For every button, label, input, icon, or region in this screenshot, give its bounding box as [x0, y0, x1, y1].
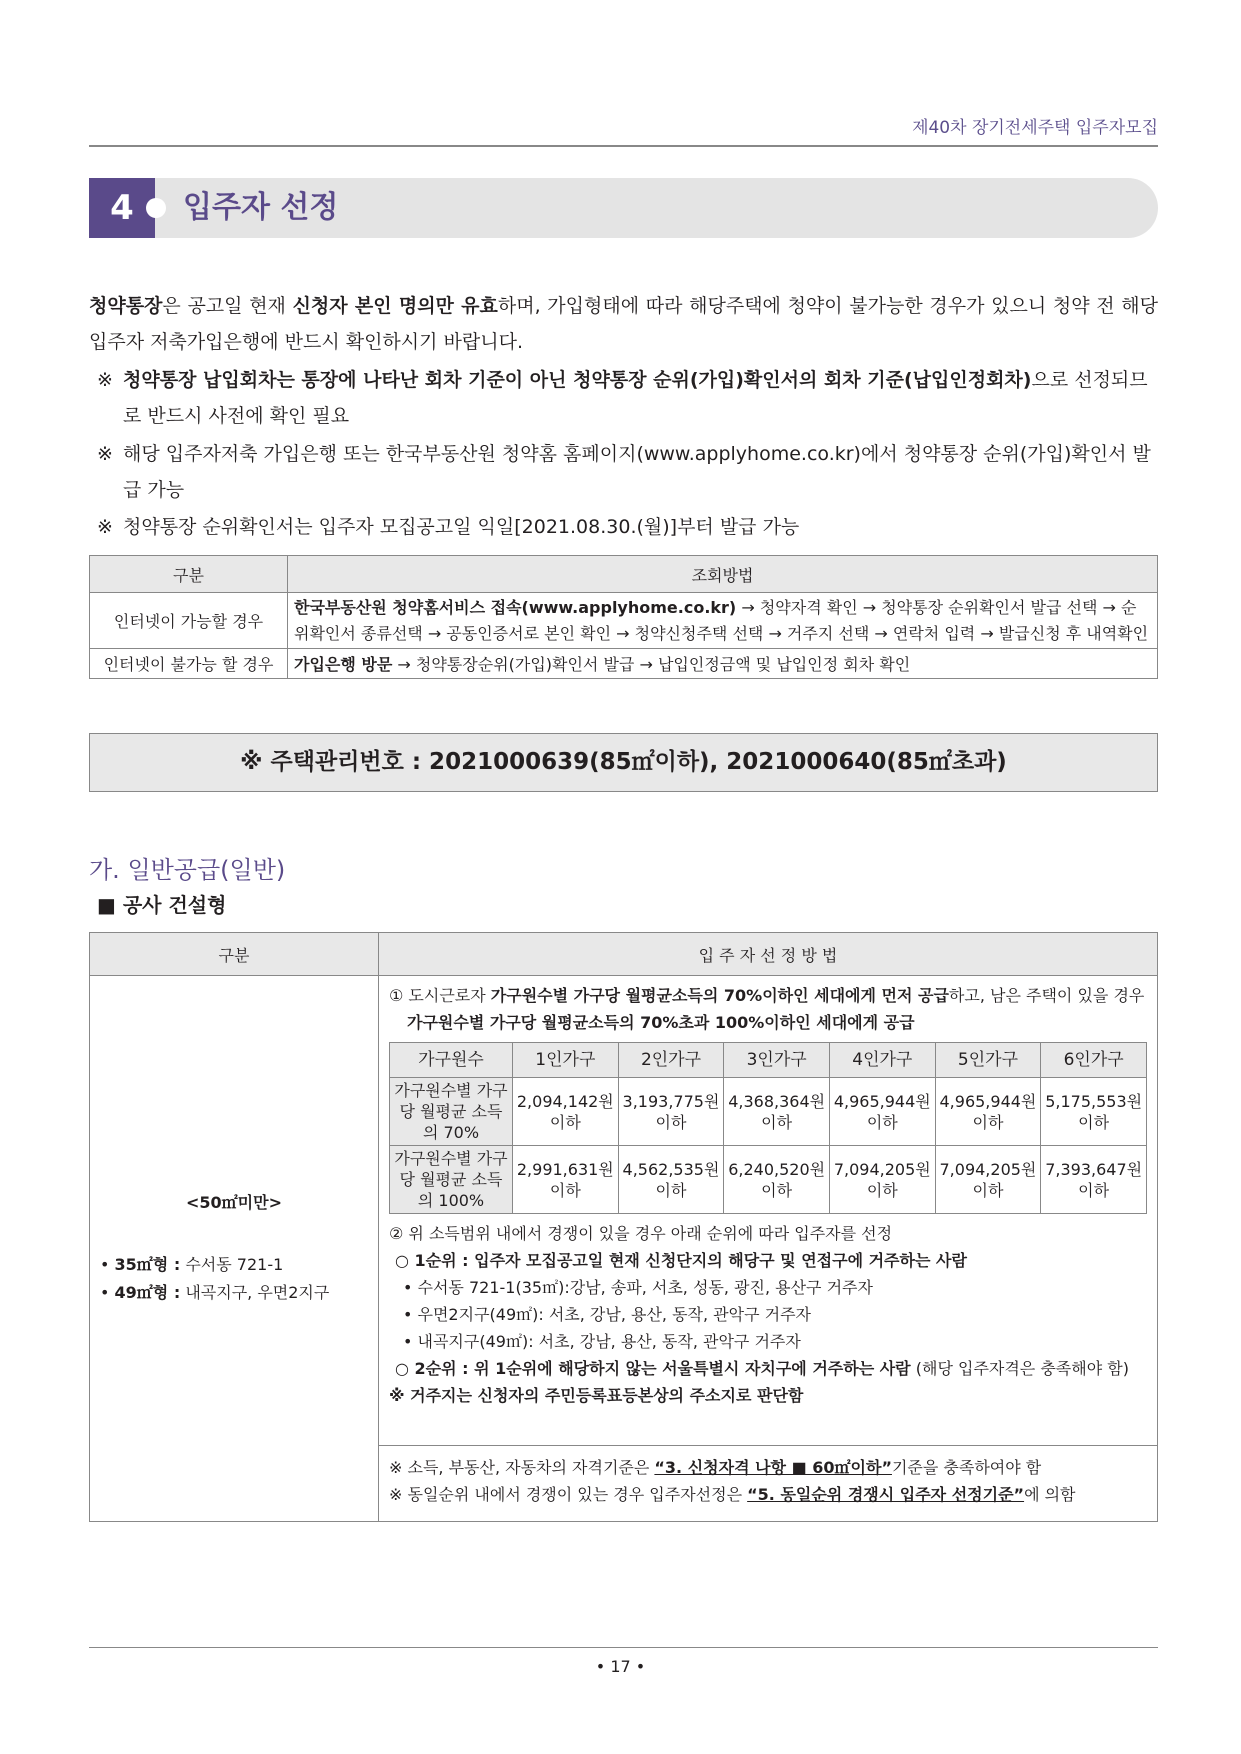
priority-1-area-naegok: • 내곡지구(49㎡): 서초, 강남, 용산, 동작, 관악구 거주자 [403, 1332, 801, 1351]
note-mark: ※ [97, 516, 113, 538]
unit-type-item: • 49㎡형 : 내곡지구, 우면2지구 [100, 1283, 330, 1302]
footnote-1-text-1: ※ 소득, 부동산, 자동차의 자격기준은 [389, 1458, 655, 1477]
priority-1-area-umyeon: • 우면2지구(49㎡): 서초, 강남, 용산, 동작, 관악구 거주자 [403, 1305, 812, 1324]
intro-term: 청약통장 [89, 295, 163, 317]
selection-method-table [89, 932, 1158, 1522]
income-threshold-cell: 4,965,944원 이하 [829, 1078, 935, 1146]
intro-emphasis: 신청자 본인 명의만 유효 [292, 295, 498, 317]
income-threshold-cell: 4,965,944원 이하 [935, 1078, 1041, 1146]
offline-method-text: → 청약통장순위(가입)확인서 발급 → 납입인정금액 및 납입인정 회차 확인 [392, 655, 911, 674]
note-3 [97, 509, 1158, 545]
income-rule-text-2: 하고, 남은 주택이 있을 경우 [948, 986, 1145, 1005]
income-col-header: 가구원수 [390, 1043, 513, 1078]
inquiry-method-table [89, 555, 1158, 679]
unit-location-49: 내곡지구, 우면2지구 [180, 1283, 330, 1302]
footnote-1-text-2: 기준을 충족하여야 함 [891, 1458, 1042, 1477]
income-threshold-cell: 2,991,631원 이하 [513, 1146, 619, 1214]
row-method-offline [288, 649, 1158, 679]
footnote-2-text-1: ※ 동일순위 내에서 경쟁이 있는 경우 입주자선정은 [389, 1485, 748, 1504]
header-divider [89, 145, 1158, 147]
note-2 [97, 436, 1158, 508]
income-col-header: 3인가구 [724, 1043, 830, 1078]
income-rule-line-1 [389, 982, 1147, 1009]
unit-size-title: <50㎡미만> [186, 1193, 282, 1212]
income-threshold-cell: 4,562,535원 이하 [618, 1146, 724, 1214]
selection-method-cell [379, 976, 1158, 1446]
online-method-text: → 청약자격 확인 → 청약통장 순위확인서 발급 선택 → 순위확인서 종류선택 → 공동인증서로 본인 확인 → 청약신청주택 선택 → 거주지 선택 → 연락처 입력 → 발급신청 후 내역확인 [294, 597, 1149, 643]
section-dot-icon [146, 198, 166, 218]
footnote-1 [389, 1454, 1147, 1481]
unit-type-item: • 35㎡형 : 수서동 721-1 [100, 1255, 284, 1274]
priority-2-text: (해당 입주자격은 충족해야 함) [910, 1359, 1129, 1378]
priority-2-bold: ○ 2순위 : 위 1순위에 해당하지 않는 서울특별시 자치구에 거주하는 사람 [395, 1359, 911, 1378]
table-header-method: 조회방법 [288, 556, 1158, 593]
row-method-online [288, 593, 1158, 649]
footnote-2 [389, 1481, 1147, 1508]
residence-note [389, 1382, 1147, 1409]
housing-management-number: ※ 주택관리번호 : 2021000639(85㎡이하), 2021000640(85㎡초과) [89, 733, 1158, 792]
income-threshold-cell: 7,094,205원 이하 [935, 1146, 1041, 1214]
note-1-bold: 청약통장 납입회차는 통장에 나타난 회차 기준이 아닌 청약통장 순위(가입)확인서의 회차 기준(납입인정회차) [123, 369, 1032, 391]
income-threshold-cell: 5,175,553원 이하 [1041, 1078, 1147, 1146]
income-threshold-cell: 6,240,520원 이하 [724, 1146, 830, 1214]
income-col-header: 5인가구 [935, 1043, 1041, 1078]
residence-note-text: ※ 거주지는 신청자의 주민등록표등본상의 주소지로 판단함 [389, 1386, 804, 1405]
income-col-header: 6인가구 [1041, 1043, 1147, 1078]
income-threshold-cell: 7,393,647원 이하 [1041, 1146, 1147, 1214]
footnote-2-text-2: 에 의함 [1024, 1485, 1076, 1504]
page-number: • 17 • [595, 1657, 646, 1676]
section-title: 입주자 선정 [183, 190, 339, 225]
income-threshold-cell: 7,094,205원 이하 [829, 1146, 935, 1214]
income-threshold-cell: 3,193,775원 이하 [618, 1078, 724, 1146]
income-col-header: 1인가구 [513, 1043, 619, 1078]
income-rule-bold-2: 가구원수별 가구당 월평균소득의 70%초과 100%이하인 세대에게 공급 [407, 1013, 915, 1032]
footnote-1-reference: “3. 신청자격 나항 ■ 60㎡이하” [654, 1458, 892, 1477]
footer-divider [89, 1647, 1158, 1648]
section-number: 4 [89, 178, 155, 238]
unit-type-cell [90, 976, 379, 1522]
intro-text-2: 하며, 가입형태에 따라 해당주택에 청약이 불가능한 경우가 있으니 청약 전 해당 입주자 저축가입은행에 반드시 확인하시기 바랍니다. [89, 295, 1158, 353]
income-col-header: 2인가구 [618, 1043, 724, 1078]
income-rule-line-2 [389, 1009, 1147, 1036]
footnote-cell [379, 1446, 1158, 1522]
priority-1 [389, 1247, 1147, 1274]
unit-type-49: 49㎡형 : [114, 1283, 181, 1302]
unit-type-list [100, 1251, 368, 1307]
table2-header-method: 입 주 자 선 정 방 법 [379, 933, 1158, 976]
income-row-label: 가구원수별 가구당 월평균 소득의 70% [390, 1078, 513, 1146]
unit-location-35: 수서동 721-1 [180, 1255, 284, 1274]
construction-type-heading: ■ 공사 건설형 [97, 893, 227, 917]
online-method-bold: 한국부동산원 청약홈서비스 접속(www.applyhome.co.kr) [294, 597, 737, 617]
note-mark: ※ [97, 369, 113, 391]
note-3-text: 청약통장 순위확인서는 입주자 모집공고일 익일[2021.08.30.(월)]부터 발급 가능 [123, 516, 800, 538]
intro-text-1: 은 공고일 현재 [162, 295, 293, 317]
income-threshold-cell: 4,368,364원 이하 [724, 1078, 830, 1146]
income-rule-bold-1: 가구원수별 가구당 월평균소득의 70%이하인 세대에게 먼저 공급 [490, 986, 949, 1005]
row-label-online: 인터넷이 가능할 경우 [90, 593, 288, 649]
note-1 [97, 362, 1158, 434]
priority-1-text: ○ 1순위 : 입주자 모집공고일 현재 신청단지의 해당구 및 연접구에 거주하는 사람 [395, 1251, 967, 1270]
note-mark: ※ [97, 443, 113, 465]
footnote-2-reference: “5. 동일순위 경쟁시 입주자 선정기준” [747, 1485, 1025, 1504]
intro-paragraph [89, 288, 1158, 360]
income-rule-text-1: ① 도시근로자 [389, 986, 491, 1005]
subsection-title: 가. 일반공급(일반) [89, 856, 286, 884]
table2-header-category: 구분 [90, 933, 379, 976]
note-2-text: 해당 입주자저축 가입은행 또는 한국부동산원 청약홈 홈페이지(www.applyhome.co.kr)에서 청약통장 순위(가입)확인서 발급 가능 [123, 443, 1151, 501]
offline-method-bold: 가입은행 방문 [294, 655, 393, 674]
priority-2 [389, 1355, 1147, 1382]
note-1-text: 으로 선정되므로 반드시 사전에 확인 필요 [123, 369, 1148, 427]
unit-type-35: 35㎡형 : [114, 1255, 181, 1274]
income-row-label: 가구원수별 가구당 월평균 소득의 100% [390, 1146, 513, 1214]
income-threshold-cell: 2,094,142원 이하 [513, 1078, 619, 1146]
priority-1-area-suseo: • 수서동 721-1(35㎡):강남, 송파, 서초, 성동, 광진, 용산구 거주자 [403, 1278, 873, 1297]
income-threshold-table [389, 1042, 1147, 1214]
income-col-header: 4인가구 [829, 1043, 935, 1078]
priority-intro: ② 위 소득범위 내에서 경쟁이 있을 경우 아래 순위에 따라 입주자를 선정 [389, 1224, 893, 1243]
row-label-offline: 인터넷이 불가능 할 경우 [90, 649, 288, 679]
table-header-category: 구분 [90, 556, 288, 593]
document-header-title: 제40차 장기전세주택 입주자모집 [912, 118, 1158, 138]
